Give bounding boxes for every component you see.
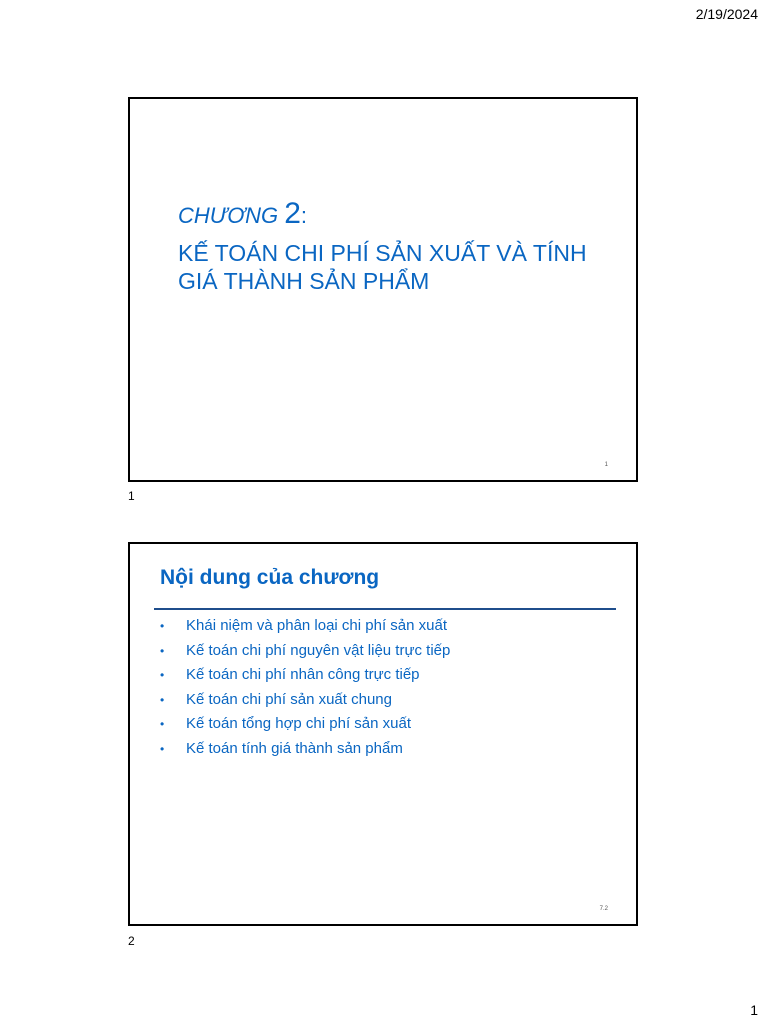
slide-chapter-title — [128, 97, 638, 482]
slide-caption: 1 — [128, 489, 135, 503]
page-number: 1 — [750, 1002, 758, 1018]
slide-number: 1 — [604, 462, 608, 468]
slide-caption: 2 — [128, 934, 135, 948]
list-item — [160, 639, 450, 664]
bullet-icon: • — [160, 692, 165, 707]
list-item — [160, 663, 450, 688]
list-item-text: Kế toán chi phí nhân công trực tiếp — [186, 666, 420, 683]
bullet-icon: • — [160, 741, 165, 756]
bullet-icon: • — [160, 668, 165, 682]
bullet-icon: • — [160, 717, 165, 731]
slide-contents — [128, 542, 638, 926]
chapter-line — [178, 195, 598, 233]
list-item-text: Kế toán chi phí nguyên vật liệu trực tiếp — [186, 641, 451, 659]
list-item-text: Kế toán tổng hợp chi phí sản xuất — [186, 715, 411, 732]
list-item-text: Kế toán tính giá thành sản phẩm — [186, 739, 403, 757]
bullet-icon: • — [160, 619, 165, 633]
list-item — [160, 712, 450, 737]
list-item-text: Khái niệm và phân loại chi phí sản xuất — [186, 617, 447, 634]
bullet-icon: • — [160, 643, 165, 658]
list-item-text: Kế toán chi phí sản xuất chung — [186, 690, 392, 708]
chapter-suffix: : — [300, 203, 308, 228]
chapter-heading — [178, 195, 598, 296]
chapter-word: CHƯƠNG — [178, 203, 279, 228]
contents-title: Nội dung của chương — [160, 566, 380, 589]
chapter-title: KẾ TOÁN CHI PHÍ SẢN XUẤT VÀ TÍNH GIÁ THÀNH SẢN PHẨM — [178, 239, 587, 295]
contents-list — [160, 614, 450, 761]
chapter-number: 2 — [284, 197, 301, 230]
slide-number: 7.2 — [599, 906, 608, 912]
list-item — [160, 688, 450, 713]
title-divider — [154, 608, 616, 610]
list-item — [160, 737, 450, 762]
list-item — [160, 614, 450, 639]
print-date: 2/19/2024 — [695, 6, 758, 22]
